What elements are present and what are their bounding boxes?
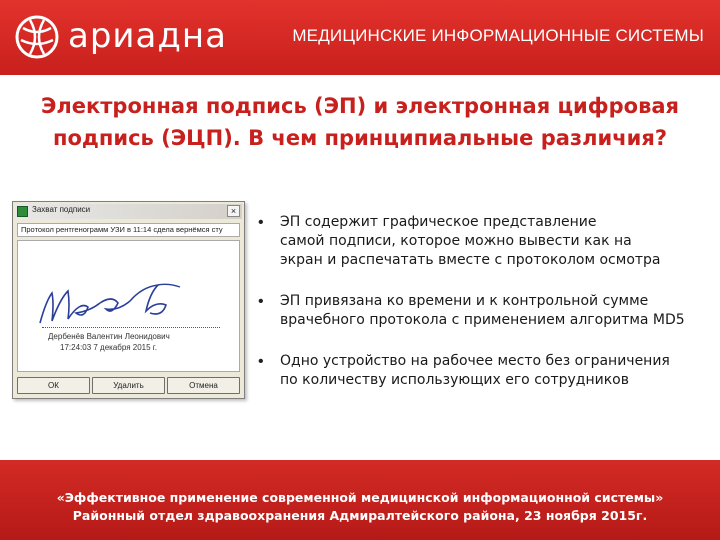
footer-event-details: Районный отдел здравоохранения Адмиралтейского района, 23 ноября 2015г. <box>72 508 648 523</box>
bullet-line: самой подписи, которое можно вывести как на <box>280 233 632 249</box>
dialog-title: Захват подписи <box>32 205 91 214</box>
list-item <box>258 292 710 330</box>
dialog-button-row <box>17 377 240 394</box>
bullet-text <box>280 292 710 330</box>
bullet-text <box>280 352 710 390</box>
bullet-line: ЭП привязана ко времени и к контрольной сумме <box>280 293 649 309</box>
slide-title <box>20 90 700 154</box>
footer-bar <box>0 460 720 540</box>
bullet-text <box>280 213 710 270</box>
delete-button[interactable]: Удалить <box>92 377 165 394</box>
list-item <box>258 352 710 390</box>
slide-title-line-2: подпись (ЭЦП). В чем принципиальные различия? <box>52 126 667 150</box>
logo-text: ариадна <box>68 16 227 56</box>
list-item <box>258 213 710 270</box>
bullet-line: по количеству использующих его сотрудников <box>280 372 629 388</box>
bullet-icon: • <box>258 353 264 370</box>
bullet-line: экран и распечатать вместе с протоколом осмотра <box>280 252 661 268</box>
bullet-line: ЭП содержит графическое представление <box>280 214 597 230</box>
dialog-titlebar[interactable] <box>15 204 242 219</box>
signature-line <box>42 327 220 328</box>
app-icon <box>17 206 28 217</box>
bullet-line: врачебного протокола с применением алгоритма MD5 <box>280 312 685 328</box>
signature-timestamp: 17:24:03 7 декабря 2015 г. <box>60 343 157 352</box>
bullet-icon: • <box>258 214 264 231</box>
logo <box>14 14 227 60</box>
signer-name: Дербенёв Валентин Леонидович <box>48 332 170 341</box>
header-bar <box>0 0 720 75</box>
close-icon[interactable]: × <box>227 205 240 217</box>
cancel-button[interactable]: Отмена <box>167 377 240 394</box>
bullet-list <box>258 213 710 412</box>
bullet-line: Одно устройство на рабочее место без ограничения <box>280 353 670 369</box>
header-title: МЕДИЦИНСКИЕ ИНФОРМАЦИОННЫЕ СИСТЕМЫ <box>292 26 704 45</box>
signature-area[interactable] <box>17 240 240 372</box>
slide-title-line-1: Электронная подпись (ЭП) и электронная цифровая <box>40 94 680 118</box>
dialog-note: Протокол рентгенограмм УЗИ в 11:14 сдела вернёмся сту <box>17 223 240 237</box>
bullet-icon: • <box>258 293 264 310</box>
ok-button[interactable]: ОК <box>17 377 90 394</box>
footer-event-title: «Эффективное применение современной медицинской информационной системы» <box>56 490 664 505</box>
signature-capture-dialog <box>12 201 245 399</box>
globe-logo-icon <box>14 14 60 60</box>
